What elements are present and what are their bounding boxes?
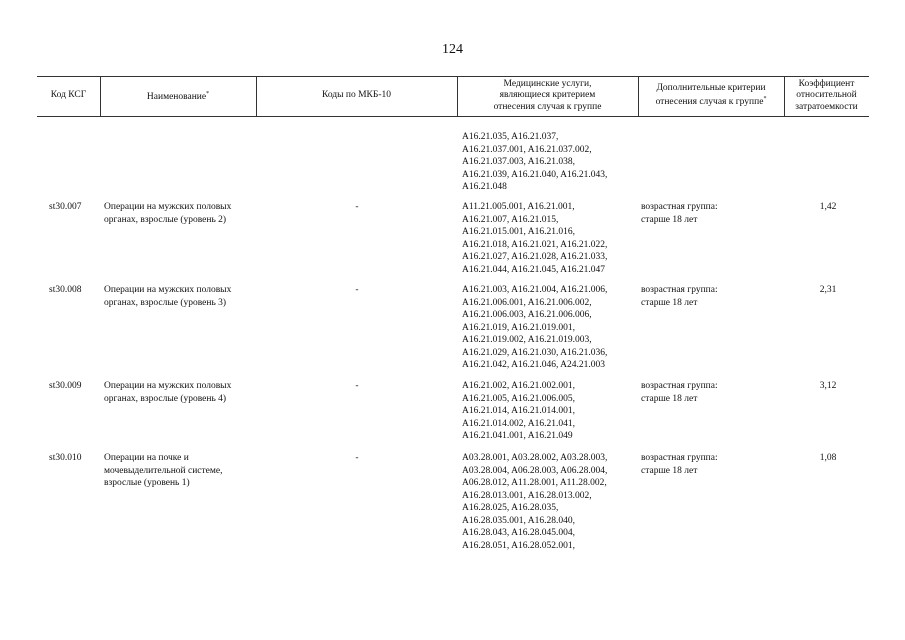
service-code-line: A16.21.007, A16.21.015, — [462, 214, 559, 225]
header-criteria-line: отнесения случая к группе — [655, 97, 764, 108]
service-code-line: A16.21.044, A16.21.045, A16.21.047 — [462, 264, 606, 275]
service-code-line: A16.21.015.001, A16.21.016, — [462, 227, 575, 237]
service-code-line: A16.21.006.001, A16.21.006.002, — [462, 297, 592, 308]
criteria-line: возрастная группа: — [641, 202, 718, 212]
criteria-line: старше 18 лет — [641, 465, 698, 476]
ksg-code: st30.007 — [49, 202, 82, 212]
header-coefficient-line: затратоемкости — [795, 101, 858, 112]
name-line: взрослые (уровень 1) — [104, 478, 190, 488]
name-line: Операции на мужских половых — [104, 285, 232, 295]
header-name — [100, 76, 256, 116]
name-line: органах, взрослые (уровень 3) — [104, 297, 227, 308]
service-code-line: A16.21.037.001, A16.21.037.002, — [462, 144, 592, 155]
header-coefficient-line: относительной — [796, 90, 857, 101]
service-code-line: A06.28.012, A11.28.001, A11.28.002, — [462, 478, 607, 488]
service-code-line: A16.28.035.001, A16.28.040, — [462, 515, 575, 526]
service-code-line: A16.28.043, A16.28.045.004, — [462, 528, 575, 538]
service-code-line: A11.21.005.001, A16.21.001, — [462, 202, 575, 212]
criteria-line: старше 18 лет — [641, 297, 698, 308]
service-code-line: A16.21.039, A16.21.040, A16.21.043, — [462, 169, 608, 180]
service-code-line: A16.21.041.001, A16.21.049 — [462, 431, 573, 441]
service-code-line: A16.21.018, A16.21.021, A16.21.022, — [462, 239, 608, 250]
mkb-cell: - — [355, 453, 359, 463]
service-code-line: A16.21.002, A16.21.002.001, — [462, 381, 575, 391]
criteria-cell — [641, 380, 781, 405]
service-code-line: A03.28.004, A06.28.003, A06.28.004, — [462, 465, 608, 476]
service-code-line: A03.28.001, A03.28.002, A03.28.003, — [462, 453, 608, 463]
criteria-line: старше 18 лет — [641, 214, 698, 225]
criteria-line: возрастная группа: — [641, 285, 718, 295]
header-mkb-label: Коды по МКБ-10 — [321, 90, 392, 101]
header-services — [457, 76, 638, 116]
name-line: органах, взрослые (уровень 4) — [104, 393, 227, 404]
name-cell — [104, 452, 254, 490]
coefficient-cell: 2,31 — [819, 285, 837, 295]
header-services-line: отнесения случая к группе — [493, 101, 602, 112]
criteria-cell — [641, 284, 781, 309]
services-cell — [462, 284, 638, 372]
service-code-line: A16.21.006.003, A16.21.006.006, — [462, 310, 592, 320]
header-criteria-line: Дополнительные критерии — [656, 82, 766, 93]
services-cell — [462, 452, 638, 552]
coefficient-cell: 1,08 — [819, 453, 837, 463]
service-code-line: A16.21.014, A16.21.014.001, — [462, 406, 575, 416]
header-services-line: Медицинские услуги, — [503, 78, 592, 89]
coefficient-cell: 1,42 — [819, 202, 837, 212]
ksg-code: st30.009 — [49, 381, 82, 391]
criteria-line: возрастная группа: — [641, 453, 718, 463]
service-code-line: A16.21.037.003, A16.21.038, — [462, 157, 575, 167]
header-code — [37, 76, 100, 116]
header-criteria-footnote-mark: * — [763, 96, 767, 103]
header-name-label: Наименование — [146, 91, 207, 102]
mkb-cell: - — [355, 202, 359, 212]
services-cell — [462, 201, 638, 276]
name-cell — [104, 380, 254, 405]
service-code-line: A16.21.048 — [462, 182, 507, 192]
name-line: Операции на мужских половых — [104, 381, 232, 391]
ksg-code: st30.010 — [49, 453, 82, 463]
ksg-code: st30.008 — [49, 285, 82, 295]
header-criteria — [638, 76, 784, 116]
page-number: 124 — [442, 42, 463, 57]
service-code-line: A16.21.019, A16.21.019.001, — [462, 322, 575, 333]
header-coefficient-line: Коэффициент — [798, 78, 855, 89]
coefficient-cell: 3,12 — [819, 381, 837, 391]
service-code-line: A16.21.035, A16.21.037, — [462, 132, 559, 142]
service-code-line: A16.28.025, A16.28.035, — [462, 503, 559, 513]
header-mkb — [256, 76, 457, 116]
service-code-line: A16.21.019.002, A16.21.019.003, — [462, 335, 592, 345]
services-cell — [462, 380, 638, 443]
header-code-label: Код КСГ — [50, 90, 87, 101]
service-code-line: A16.28.051, A16.28.052.001, — [462, 540, 575, 551]
mkb-cell: - — [355, 285, 359, 295]
criteria-cell — [641, 452, 781, 477]
name-line: Операции на почке и — [104, 453, 189, 463]
header-services-line: являющиеся критерием — [499, 90, 596, 101]
service-code-line: A16.28.013.001, A16.28.013.002, — [462, 490, 592, 501]
service-code-line: A16.21.029, A16.21.030, A16.21.036, — [462, 347, 608, 358]
services-cell — [462, 131, 638, 194]
name-cell — [104, 201, 254, 226]
header-name-footnote-mark: * — [206, 90, 210, 97]
service-code-line: A16.21.042, A16.21.046, A24.21.003 — [462, 360, 606, 370]
header-bottom-rule — [37, 116, 869, 117]
name-cell — [104, 284, 254, 309]
criteria-cell — [641, 201, 781, 226]
service-code-line: A16.21.014.002, A16.21.041, — [462, 418, 575, 429]
name-line: мочевыделительной системе, — [104, 465, 223, 476]
criteria-line: старше 18 лет — [641, 393, 698, 404]
service-code-line: A16.21.027, A16.21.028, A16.21.033, — [462, 252, 608, 262]
criteria-line: возрастная группа: — [641, 381, 718, 391]
name-line: органах, взрослые (уровень 2) — [104, 214, 227, 225]
mkb-cell: - — [355, 381, 359, 391]
name-line: Операции на мужских половых — [104, 202, 232, 212]
service-code-line: A16.21.005, A16.21.006.005, — [462, 393, 575, 404]
header-coefficient — [784, 76, 869, 116]
service-code-line: A16.21.003, A16.21.004, A16.21.006, — [462, 285, 608, 295]
